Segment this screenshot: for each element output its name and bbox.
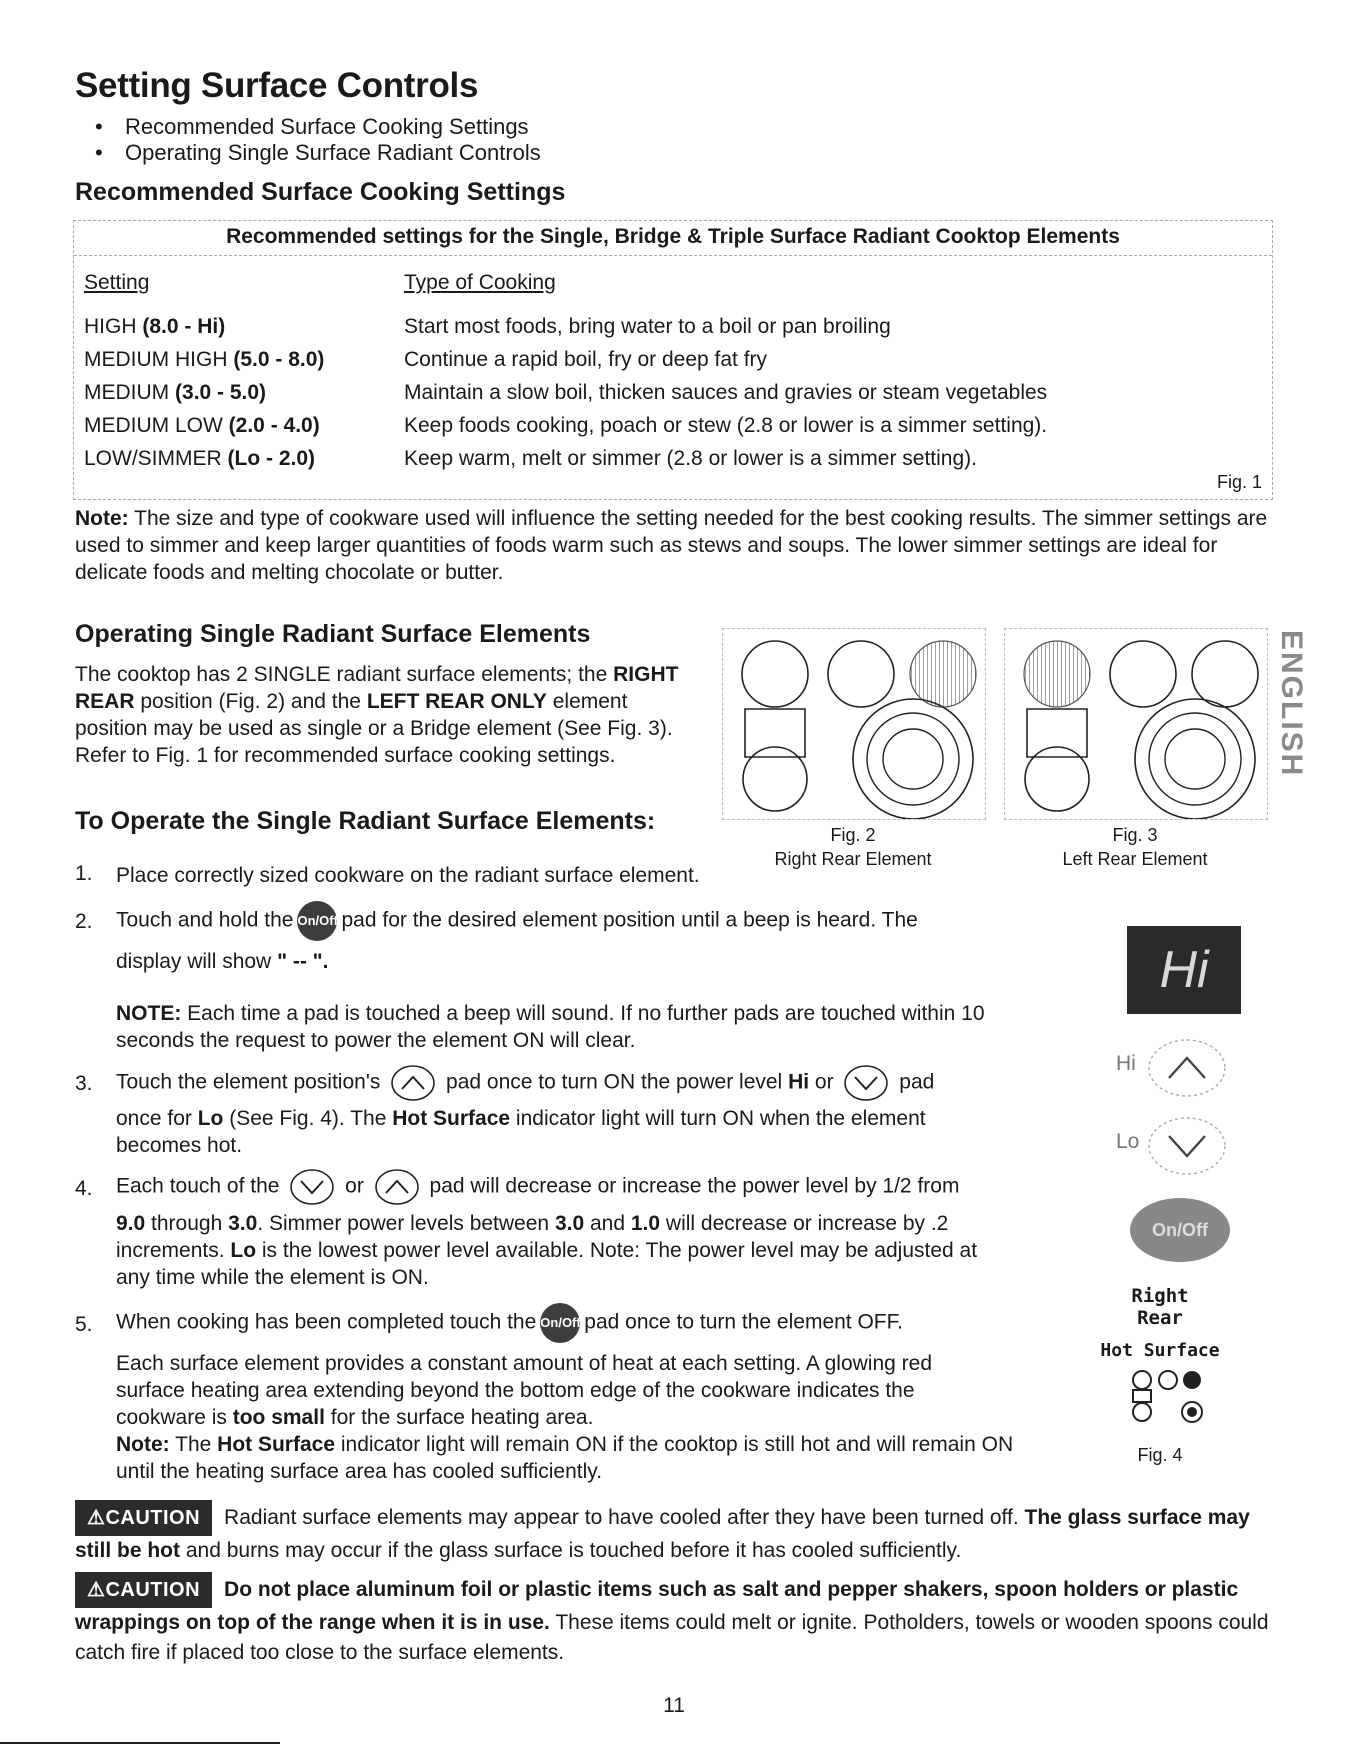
col-header-type: Type of Cooking — [404, 271, 556, 294]
table-cell-type: Start most foods, bring water to a boil or pan broiling — [404, 315, 891, 338]
table-row: MEDIUM LOW (2.0 - 4.0) — [84, 414, 320, 437]
table-cell-type: Maintain a slow boil, thicken sauces and gravies or steam vegetables — [404, 381, 1048, 404]
caution-2: ⚠CAUTION Do not place aluminum foil or plastic items such as salt and pepper shakers, spoon holders or plastic wrappings on top of the range when it is in use. These items could melt or ignite. Potholders, towels or wooden spoons could catch fire if placed too close to the surface elements. — [75, 1572, 1275, 1668]
step-number: 1. — [75, 862, 93, 885]
onoff-pad-icon: On/Off — [297, 901, 337, 941]
fig-2-label: Fig. 2 — [830, 825, 876, 845]
table-cell-type: Continue a rapid boil, fry or deep fat fry — [404, 348, 768, 371]
toc-item: • Operating Single Surface Radiant Controls — [95, 140, 541, 166]
footer-rule — [0, 1742, 280, 1744]
settings-table — [73, 220, 1273, 500]
onoff-pad-icon: On/Off — [540, 1303, 580, 1343]
note-hot-surface: Note: The Hot Surface indicator light will remain ON if the cooktop is still hot and will remain ON until the heating surface area has cooled sufficiently. — [116, 1433, 1014, 1483]
page-title: Setting Surface Controls — [75, 66, 479, 105]
toc-list — [95, 114, 541, 166]
note-paragraph: Note: The size and type of cookware used will influence the setting needed for the best cooking results. The simmer settings are used to simmer and keep larger quantities of foods warm such as stews and soups. The lower simmer settings are ideal for delicate foods and melting chocolate or butter. — [75, 507, 1268, 584]
caution-1: ⚠CAUTION Radiant surface elements may appear to have cooled after they have been turned off. The glass surface may still be hot and burns may occur if the glass surface is touched before it has cooled sufficiently. — [75, 1500, 1275, 1566]
col-header-setting: Setting — [84, 271, 150, 294]
step-number: 5. — [75, 1313, 93, 1336]
rear-label: Rear — [1137, 1307, 1183, 1329]
hot-surface-label: Hot Surface — [1100, 1340, 1220, 1361]
intro-paragraph: The cooktop has 2 SINGLE radiant surface elements; the RIGHT REAR position (Fig. 2) and the LEFT REAR ONLY element position may be used as single or a Bridge element (See Fig. 3). Refer to Fig. 1 for recommended surface cooking settings. — [75, 663, 679, 767]
section-heading-to-operate: To Operate the Single Radiant Surface Elements: — [75, 807, 656, 835]
step-2-display: display will show " -- ". — [116, 950, 329, 973]
table-cell-type: Keep warm, melt or simmer (2.8 or lower is a simmer setting). — [404, 447, 977, 470]
caution-badge: ⚠CAUTION — [75, 1500, 212, 1536]
note-beep: NOTE: Each time a pad is touched a beep will sound. If no further pads are touched within 10 seconds the request to power the element ON will clear. — [116, 1002, 985, 1052]
warning-triangle-icon: ⚠ — [87, 1579, 106, 1601]
up-arrow-pad-icon — [374, 1167, 420, 1207]
step-5-text: When cooking has been completed touch the On/Off pad once to turn the element OFF. — [116, 1303, 1016, 1343]
table-divider — [74, 255, 1272, 256]
down-arrow-pad-icon — [289, 1167, 335, 1207]
hot-surface-indicator-icon — [1128, 1368, 1212, 1424]
down-arrow-pad-icon — [843, 1063, 889, 1103]
up-arrow-pad-icon — [390, 1063, 436, 1103]
fig-3-label: Fig. 3 — [1112, 825, 1158, 845]
toc-item: • Recommended Surface Cooking Settings — [95, 114, 541, 140]
step-4-text: Each touch of the or pad will decrease or increase the power level by 1/2 from — [116, 1167, 1036, 1207]
section-heading-operating: Operating Single Radiant Surface Elements — [75, 620, 591, 648]
step-3-continued: once for Lo (See Fig. 4). The Hot Surface indicator light will turn ON when the element becomes hot. — [116, 1107, 926, 1157]
surface-heat-paragraph: Each surface element provides a constant amount of heat at each setting. A glowing red surface heating area extending beyond the bottom edge of the cookware indicates the cookware is too small for the surface heating area. — [116, 1352, 933, 1429]
power-level-display: Hi — [1127, 926, 1241, 1014]
fig-1-label: Fig. 1 — [1216, 472, 1262, 492]
section-heading-recommended: Recommended Surface Cooking Settings — [75, 178, 566, 206]
fig-2-caption: Right Rear Element — [774, 849, 932, 869]
step-4-continued: 9.0 through 3.0. Simmer power levels between 3.0 and 1.0 will decrease or increase by .2 increments. Lo is the lowest power level available. Note: The power level may be adjusted at any time while the element is ON. — [116, 1212, 978, 1289]
language-tab: ENGLISH — [1275, 630, 1308, 778]
onoff-pad-button[interactable]: On/Off — [1130, 1198, 1230, 1262]
fig-4-label: Fig. 4 — [1137, 1445, 1183, 1465]
right-label: Right — [1131, 1285, 1189, 1307]
up-arrow-pad-icon[interactable] — [1145, 1036, 1229, 1100]
step-number: 2. — [75, 910, 93, 933]
table-row: HIGH (8.0 - Hi) — [84, 315, 226, 338]
step-2-text: Touch and hold the On/Off pad for the desired element position until a beep is heard. The — [116, 901, 1016, 941]
hi-label: Hi — [1116, 1052, 1136, 1075]
warning-triangle-icon: ⚠ — [87, 1507, 106, 1529]
down-arrow-pad-icon[interactable] — [1145, 1114, 1229, 1178]
fig-2-cooktop-diagram — [722, 628, 986, 820]
table-row: LOW/SIMMER (Lo - 2.0) — [84, 447, 316, 470]
table-row: MEDIUM HIGH (5.0 - 8.0) — [84, 348, 325, 371]
table-title: Recommended settings for the Single, Bridge & Triple Surface Radiant Cooktop Elements — [226, 225, 1120, 248]
step-number: 4. — [75, 1177, 93, 1200]
fig-3-caption: Left Rear Element — [1062, 849, 1208, 869]
fig-3-cooktop-diagram — [1004, 628, 1268, 820]
lo-label: Lo — [1116, 1130, 1140, 1153]
step-number: 3. — [75, 1072, 93, 1095]
table-cell-type: Keep foods cooking, poach or stew (2.8 or lower is a simmer setting). — [404, 414, 1048, 437]
table-row: MEDIUM (3.0 - 5.0) — [84, 381, 267, 404]
step-1-text: Place correctly sized cookware on the radiant surface element. — [116, 864, 700, 887]
caution-badge: ⚠CAUTION — [75, 1572, 212, 1608]
step-3-text: Touch the element position's pad once to turn ON the power level Hi or pad — [116, 1063, 1036, 1103]
page-number: 11 — [663, 1694, 685, 1717]
